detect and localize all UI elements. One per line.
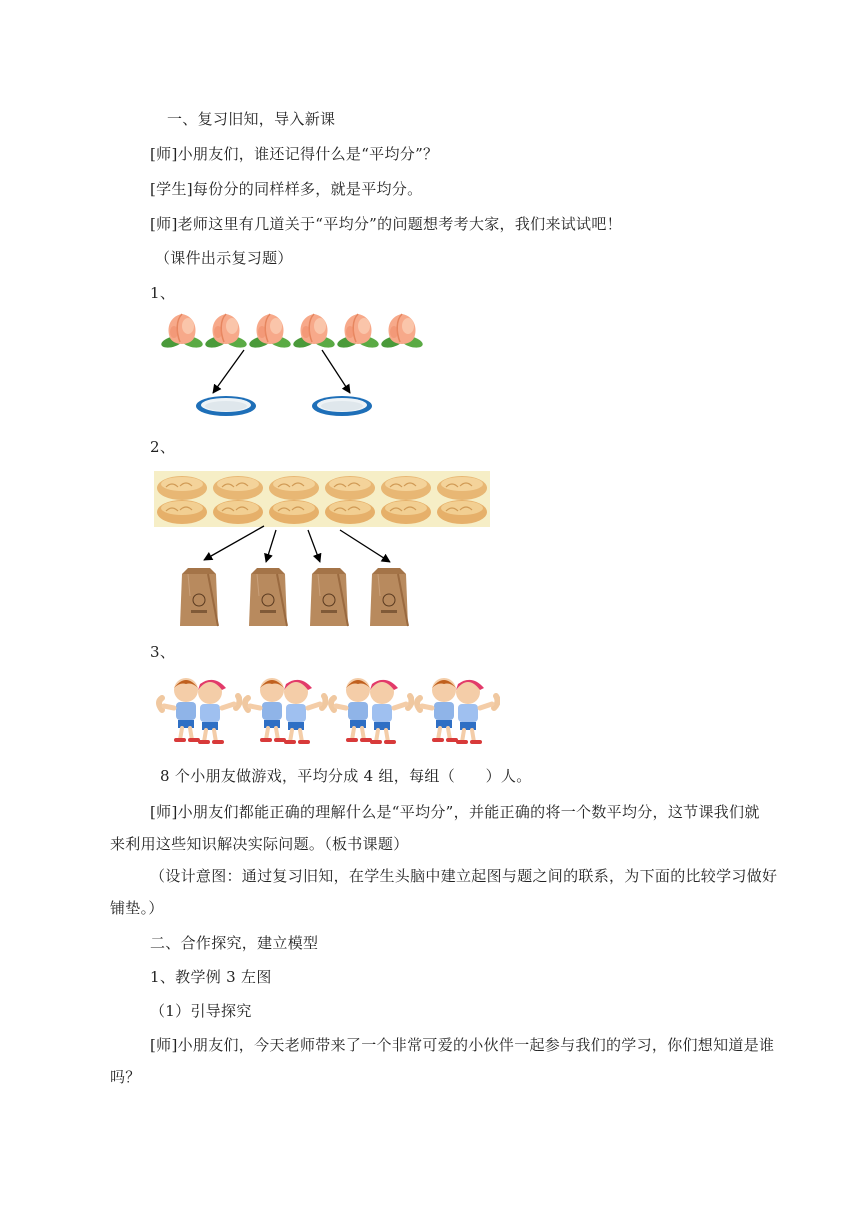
plate-icon <box>312 396 372 416</box>
plate-icon <box>196 396 256 416</box>
bread-icon <box>322 471 378 527</box>
question-2-arrows <box>150 520 410 570</box>
question-2-label: 2、 <box>150 438 176 456</box>
section1-heading: 一、复习旧知，导入新课 <box>167 110 336 128</box>
teacher-intro: [师]老师这里有几道关于“平均分”的问题想考考大家，我们来试试吧！ <box>150 215 622 233</box>
arrow-to-bag-2 <box>266 530 276 562</box>
question-1-diagram <box>150 340 410 430</box>
paper-bag-icon <box>178 566 220 628</box>
arrow-to-bag-4 <box>340 530 390 562</box>
question-3-text: 8 个小朋友做游戏，平均分成 4 组，每组（ ）人。 <box>160 767 532 785</box>
question-1-label: 1、 <box>150 284 176 302</box>
bread-icon <box>266 471 322 527</box>
student-answer: [学生]每份分的同样样多，就是平均分。 <box>150 180 423 198</box>
arrow-to-plate-2 <box>322 350 350 393</box>
bread-row <box>154 471 490 527</box>
children-icon <box>156 672 242 744</box>
paper-bag-icon <box>247 566 289 628</box>
summary-line-1: [师]小朋友们都能正确的理解什么是“平均分”，并能正确的将一个数平均分，这节课我们就 <box>150 803 760 821</box>
bread-icon <box>154 471 210 527</box>
bread-icon <box>378 471 434 527</box>
bread-icon <box>434 471 490 527</box>
summary-line-2: 来利用这些知识解决实际问题。（板书课题） <box>110 835 409 853</box>
kids-row <box>156 672 500 744</box>
design-intent-line-1: （设计意图：通过复习旧知，在学生头脑中建立起图与题之间的联系，为下面的比较学习做好 <box>150 867 778 885</box>
courseware-note: （课件出示复习题） <box>155 249 293 267</box>
teacher-intro-line-2: 吗？ <box>110 1068 141 1086</box>
section2-subheading: 1、教学例 3 左图 <box>150 968 272 986</box>
children-icon <box>328 672 414 744</box>
paper-bag-icon <box>368 566 410 628</box>
teacher-question: [师]小朋友们，谁还记得什么是“平均分”？ <box>150 145 439 163</box>
section2-heading: 二、合作探究，建立模型 <box>150 934 319 952</box>
paper-bag-icon <box>308 566 350 628</box>
children-icon <box>242 672 328 744</box>
children-icon <box>414 672 500 744</box>
arrow-to-bag-3 <box>308 530 320 562</box>
teacher-intro-line-1: [师]小朋友们，今天老师带来了一个非常可爱的小伙伴一起参与我们的学习，你们想知道是谁 <box>150 1036 775 1054</box>
arrow-to-bag-1 <box>204 526 264 560</box>
guided-exploration: （1）引导探究 <box>150 1002 252 1020</box>
design-intent-line-2: 铺垫。） <box>110 899 164 917</box>
bread-icon <box>210 471 266 527</box>
arrow-to-plate-1 <box>213 350 244 393</box>
question-3-label: 3、 <box>150 643 176 661</box>
